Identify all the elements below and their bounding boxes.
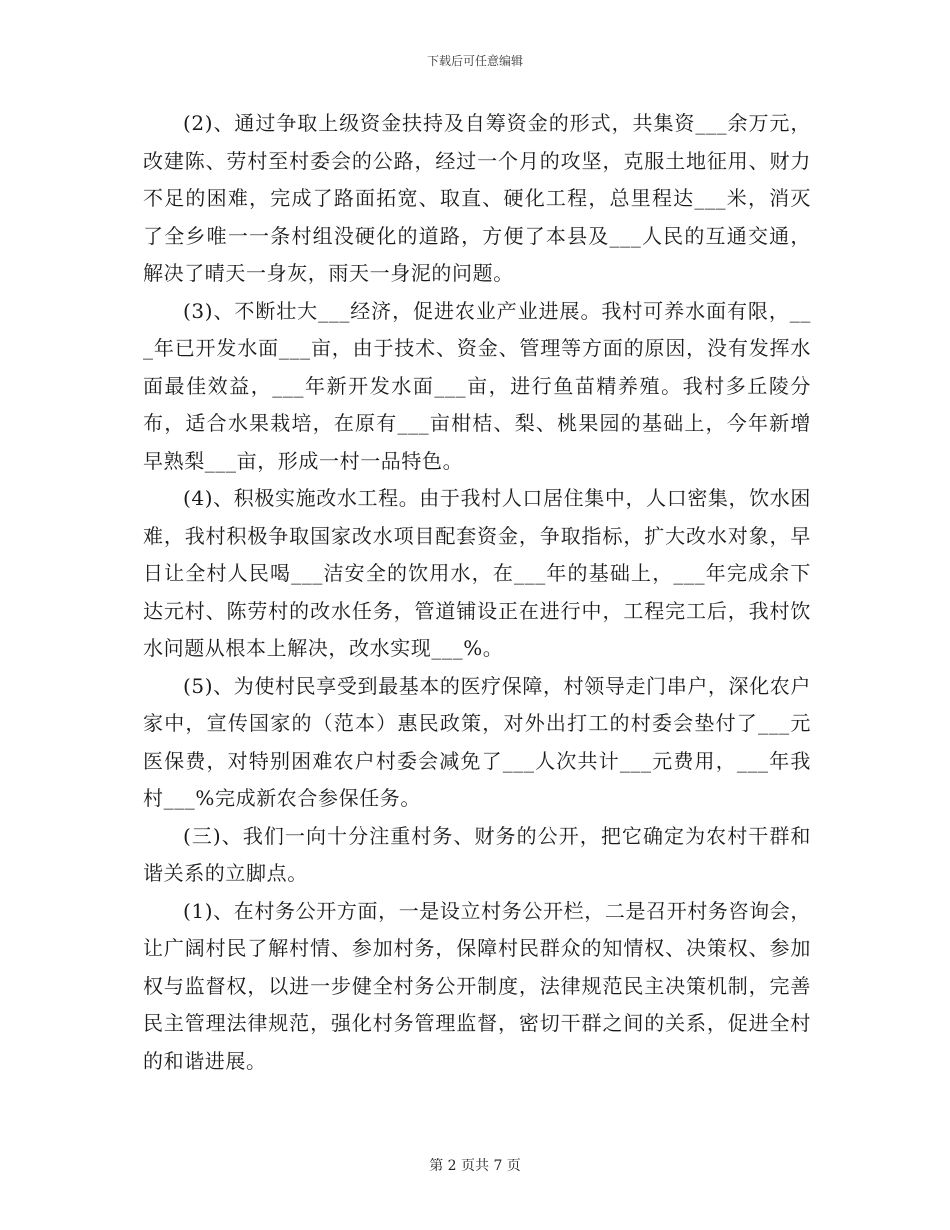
- paragraph-agriculture: (3)、不断壮大___经济，促进农业产业进展。我村可养水面有限，___年已开发水面___亩，由于技术、资金、管理等方面的原因，没有发挥水面最佳效益，___年新开发水面___亩，进行鱼苗精养殖。我村多丘陵分布，适合水果栽培，在原有___亩柑桔、梨、桃果园的基础上，今年新增早熟梨___亩，形成一村一品特色。: [143, 298, 811, 473]
- paragraph-village-affairs: (1)、在村务公开方面，一是设立村务公开栏，二是召开村务咨询会，让广阔村民了解村情、参加村务，保障村民群众的知情权、决策权、参加权与监督权，以进一步健全村务公开制度，法律规范民主决策机制，完善民主管理法律规范，强化村务管理监督，密切干群之间的关系，促进全村的和谐进展。: [143, 898, 811, 1073]
- paragraph-road-construction: (2)、通过争取上级资金扶持及自筹资金的形式，共集资___余万元，改建陈、劳村至村委会的公路，经过一个月的攻坚，克服土地征用、财力不足的困难，完成了路面拓宽、取直、硬化工程，总里程达___米，消灭了全乡唯一一条村组没硬化的道路，方便了本县及___人民的互通交通，解决了晴天一身灰，雨天一身泥的问题。: [143, 111, 811, 285]
- page-header: 下载后可任意编辑: [426, 54, 523, 68]
- paragraph-section-three: (三)、我们一向十分注重村务、财务的公开，把它确定为农村干群和谐关系的立脚点。: [143, 823, 811, 885]
- document-body: [143, 105, 811, 1080]
- page-number: 第 2 页共 7 页: [429, 1158, 521, 1174]
- paragraph-water-project: (4)、积极实施改水工程。由于我村人口居住集中，人口密集，饮水困难，我村积极争取国家改水项目配套资金，争取指标，扩大改水对象，早日让全村人民喝___洁安全的饮用水，在___年的基础上，___年完成余下达元村、陈劳村的改水任务，管道铺设正在进行中，工程完工后，我村饮水问题从根本上解决，改水实现___%。: [143, 486, 811, 660]
- paragraph-medical-insurance: (5)、为使村民享受到最基本的医疗保障，村领导走门串户，深化农户家中，宣传国家的（范本）惠民政策，对外出打工的村委会垫付了___元医保费，对特别困难农户村委会减免了___人次共计___元费用，___年我村___%完成新农合参保任务。: [143, 673, 811, 810]
